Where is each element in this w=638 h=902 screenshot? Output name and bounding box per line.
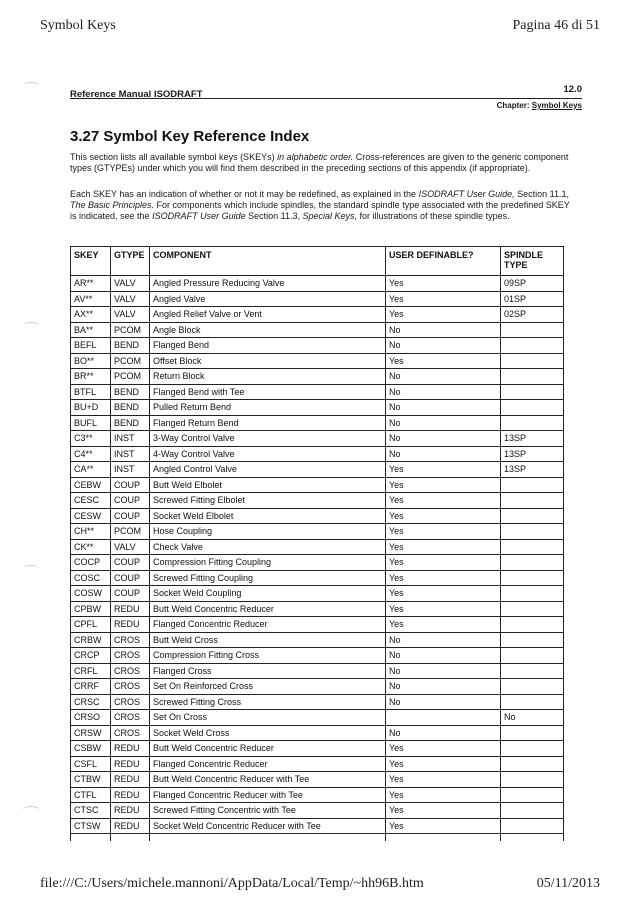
cell-component: Butt Weld Concentric Reducer: [150, 741, 386, 757]
cell-skey: BEFL: [71, 338, 111, 354]
cell-component: Screwed Fitting Elbolet: [150, 493, 386, 509]
manual-title: Reference Manual ISODRAFT: [70, 89, 203, 100]
cell-skey: BU+D: [71, 400, 111, 416]
cell-spindle-type: [501, 415, 564, 431]
cell-spindle-type: [501, 818, 564, 834]
cell-component: Compression Fitting Coupling: [150, 555, 386, 571]
empty-cell: [150, 834, 386, 842]
empty-cell: [501, 834, 564, 842]
cell-skey: CRCP: [71, 648, 111, 664]
cell-user-definable: Yes: [386, 741, 501, 757]
intro-paragraph-2: Each SKEY has an indication of whether or not it may be redefined, as explained in the ISODRAFT User Guide, Section 11.1, The Basic Principles. For components which include spindles, the standard spindle type associated with the predefined SKEY is indicated, see the ISODRAFT User Guide Section 11.3, Special Keys, for illustrations of these spindle types.: [70, 189, 570, 221]
cell-user-definable: No: [386, 694, 501, 710]
cell-gtype: REDU: [111, 787, 150, 803]
cell-spindle-type: [501, 369, 564, 385]
cell-spindle-type: [501, 772, 564, 788]
cell-component: Angle Block: [150, 322, 386, 338]
cell-spindle-type: [501, 601, 564, 617]
cell-user-definable: No: [386, 679, 501, 695]
table-row: [71, 291, 564, 307]
cell-user-definable: Yes: [386, 291, 501, 307]
cell-gtype: REDU: [111, 818, 150, 834]
cell-user-definable: Yes: [386, 477, 501, 493]
empty-cell: [111, 834, 150, 842]
cell-gtype: REDU: [111, 601, 150, 617]
cell-spindle-type: [501, 338, 564, 354]
cell-gtype: VALV: [111, 276, 150, 292]
cell-component: Socket Weld Elbolet: [150, 508, 386, 524]
cell-component: Pulled Return Bend: [150, 400, 386, 416]
cell-component: Return Block: [150, 369, 386, 385]
cell-spindle-type: [501, 694, 564, 710]
empty-cell: [71, 834, 111, 842]
cell-user-definable: Yes: [386, 803, 501, 819]
cell-spindle-type: [501, 524, 564, 540]
table-row: [71, 787, 564, 803]
chapter-indicator: [497, 101, 582, 110]
browser-print-footer: [40, 876, 600, 892]
cell-skey: CTBW: [71, 772, 111, 788]
cell-component: Angled Pressure Reducing Valve: [150, 276, 386, 292]
cell-user-definable: Yes: [386, 601, 501, 617]
print-page-number: Pagina 46 di 51: [512, 18, 600, 33]
cell-user-definable: Yes: [386, 462, 501, 478]
cell-skey: CRRF: [71, 679, 111, 695]
cell-spindle-type: [501, 679, 564, 695]
cell-user-definable: No: [386, 322, 501, 338]
cell-spindle-type: [501, 322, 564, 338]
header-spindle-type: SPINDLE TYPE: [501, 247, 564, 276]
cell-gtype: VALV: [111, 307, 150, 323]
cell-user-definable: Yes: [386, 570, 501, 586]
cell-spindle-type: [501, 725, 564, 741]
cell-skey: CRFL: [71, 663, 111, 679]
header-component: COMPONENT: [150, 247, 386, 276]
cell-user-definable: No: [386, 338, 501, 354]
cell-spindle-type: [501, 803, 564, 819]
cell-skey: COCP: [71, 555, 111, 571]
table-row: [71, 586, 564, 602]
cell-component: Socket Weld Cross: [150, 725, 386, 741]
cell-component: Socket Weld Concentric Reducer with Tee: [150, 818, 386, 834]
cell-component: Flanged Cross: [150, 663, 386, 679]
table-row: [71, 617, 564, 633]
cell-skey: BTFL: [71, 384, 111, 400]
table-row: [71, 369, 564, 385]
cell-user-definable: No: [386, 400, 501, 416]
cell-component: Flanged Bend with Tee: [150, 384, 386, 400]
intro-paragraph-1: This section lists all available symbol keys (SKEYs) in alphabetic order. Cross-references are given to the generic component types (GTYPEs) under which you will find them described in the preceding sections of this appendix (if appropriate).: [70, 152, 569, 173]
cell-user-definable: No: [386, 663, 501, 679]
table-row: [71, 477, 564, 493]
table-row: [71, 353, 564, 369]
table-row: [71, 772, 564, 788]
chapter-link[interactable]: Symbol Keys: [531, 101, 582, 110]
empty-cell: [386, 834, 501, 842]
cell-gtype: INST: [111, 462, 150, 478]
cell-user-definable: Yes: [386, 787, 501, 803]
table-row: [71, 648, 564, 664]
cell-skey: CSBW: [71, 741, 111, 757]
cell-gtype: PCOM: [111, 524, 150, 540]
cell-skey: CA**: [71, 462, 111, 478]
cell-gtype: COUP: [111, 477, 150, 493]
cell-skey: CRSC: [71, 694, 111, 710]
cell-spindle-type: [501, 648, 564, 664]
cell-user-definable: Yes: [386, 617, 501, 633]
cell-user-definable: No: [386, 446, 501, 462]
cell-component: Flanged Concentric Reducer: [150, 756, 386, 772]
cell-gtype: REDU: [111, 803, 150, 819]
table-row: [71, 322, 564, 338]
cell-component: Check Valve: [150, 539, 386, 555]
cell-user-definable: No: [386, 725, 501, 741]
cell-gtype: REDU: [111, 741, 150, 757]
cell-user-definable: Yes: [386, 772, 501, 788]
punch-hole-mark: [22, 322, 40, 332]
punch-hole-mark: [22, 82, 40, 92]
cell-component: Butt Weld Concentric Reducer: [150, 601, 386, 617]
document-header: [70, 84, 582, 110]
table-row: [71, 694, 564, 710]
cell-gtype: COUP: [111, 493, 150, 509]
cell-user-definable: No: [386, 415, 501, 431]
cell-spindle-type: [501, 400, 564, 416]
cell-component: Angled Relief Valve or Vent: [150, 307, 386, 323]
cell-spindle-type: [501, 663, 564, 679]
table-row: [71, 741, 564, 757]
table-row: [71, 803, 564, 819]
cell-skey: CK**: [71, 539, 111, 555]
table-row: [71, 400, 564, 416]
cell-component: Butt Weld Cross: [150, 632, 386, 648]
cell-gtype: COUP: [111, 555, 150, 571]
cell-gtype: COUP: [111, 508, 150, 524]
table-row-continuation: [71, 834, 564, 842]
cell-user-definable: Yes: [386, 555, 501, 571]
table-row: [71, 493, 564, 509]
table-row: [71, 710, 564, 726]
cell-skey: BO**: [71, 353, 111, 369]
cell-user-definable: No: [386, 384, 501, 400]
cell-user-definable: Yes: [386, 524, 501, 540]
cell-component: Offset Block: [150, 353, 386, 369]
cell-component: Compression Fitting Cross: [150, 648, 386, 664]
table-row: [71, 725, 564, 741]
cell-gtype: VALV: [111, 539, 150, 555]
cell-spindle-type: [501, 617, 564, 633]
table-row: [71, 415, 564, 431]
cell-component: Hose Coupling: [150, 524, 386, 540]
cell-spindle-type: [501, 741, 564, 757]
header-user-definable: USER DEFINABLE?: [386, 247, 501, 276]
cell-spindle-type: 13SP: [501, 446, 564, 462]
cell-gtype: CROS: [111, 648, 150, 664]
cell-spindle-type: [501, 586, 564, 602]
cell-user-definable: No: [386, 369, 501, 385]
cell-spindle-type: 09SP: [501, 276, 564, 292]
cell-spindle-type: [501, 353, 564, 369]
cell-gtype: CROS: [111, 710, 150, 726]
manual-version: 12.0: [563, 84, 582, 95]
punch-hole-mark: [22, 806, 40, 816]
cell-user-definable: Yes: [386, 307, 501, 323]
cell-gtype: BEND: [111, 338, 150, 354]
cell-spindle-type: [501, 632, 564, 648]
cell-gtype: BEND: [111, 400, 150, 416]
cell-user-definable: Yes: [386, 276, 501, 292]
cell-gtype: BEND: [111, 384, 150, 400]
cell-skey: COSC: [71, 570, 111, 586]
cell-component: Socket Weld Coupling: [150, 586, 386, 602]
cell-spindle-type: 02SP: [501, 307, 564, 323]
chapter-label: Chapter:: [496, 101, 532, 110]
cell-component: 4-Way Control Valve: [150, 446, 386, 462]
cell-skey: CSFL: [71, 756, 111, 772]
cell-skey: BR**: [71, 369, 111, 385]
cell-gtype: REDU: [111, 756, 150, 772]
cell-skey: BUFL: [71, 415, 111, 431]
table-row: [71, 276, 564, 292]
cell-skey: CESW: [71, 508, 111, 524]
cell-spindle-type: 13SP: [501, 431, 564, 447]
cell-component: Angled Control Valve: [150, 462, 386, 478]
cell-gtype: CROS: [111, 632, 150, 648]
cell-component: Flanged Bend: [150, 338, 386, 354]
table-row: [71, 431, 564, 447]
cell-skey: BA**: [71, 322, 111, 338]
symbol-key-table: [70, 246, 564, 841]
print-page-title: Symbol Keys: [40, 18, 116, 33]
cell-gtype: CROS: [111, 694, 150, 710]
cell-gtype: CROS: [111, 679, 150, 695]
cell-gtype: CROS: [111, 663, 150, 679]
cell-spindle-type: [501, 756, 564, 772]
table-row: [71, 679, 564, 695]
table-row: [71, 756, 564, 772]
cell-skey: CTFL: [71, 787, 111, 803]
cell-component: Flanged Return Bend: [150, 415, 386, 431]
cell-user-definable: Yes: [386, 493, 501, 509]
cell-spindle-type: [501, 539, 564, 555]
cell-skey: CPBW: [71, 601, 111, 617]
cell-skey: AR**: [71, 276, 111, 292]
table-row: [71, 663, 564, 679]
cell-skey: CRBW: [71, 632, 111, 648]
print-file-path: file:///C:/Users/michele.mannoni/AppData/Local/Temp/~hh96B.htm: [40, 876, 424, 891]
punch-hole-mark: [22, 565, 40, 575]
table-row: [71, 555, 564, 571]
cell-component: Screwed Fitting Cross: [150, 694, 386, 710]
cell-component: Butt Weld Concentric Reducer with Tee: [150, 772, 386, 788]
cell-skey: AX**: [71, 307, 111, 323]
cell-spindle-type: [501, 477, 564, 493]
cell-component: Angled Valve: [150, 291, 386, 307]
cell-user-definable: No: [386, 632, 501, 648]
header-gtype: GTYPE: [111, 247, 150, 276]
table-row: [71, 307, 564, 323]
browser-print-header: [40, 18, 600, 34]
table-row: [71, 446, 564, 462]
cell-gtype: BEND: [111, 415, 150, 431]
cell-gtype: COUP: [111, 586, 150, 602]
table-row: [71, 508, 564, 524]
cell-skey: CRSO: [71, 710, 111, 726]
cell-component: Butt Weld Elbolet: [150, 477, 386, 493]
cell-skey: C3**: [71, 431, 111, 447]
cell-skey: CH**: [71, 524, 111, 540]
table-row: [71, 338, 564, 354]
cell-user-definable: [386, 710, 501, 726]
table-row: [71, 524, 564, 540]
cell-component: 3-Way Control Valve: [150, 431, 386, 447]
cell-skey: COSW: [71, 586, 111, 602]
cell-user-definable: Yes: [386, 586, 501, 602]
table-row: [71, 462, 564, 478]
cell-skey: CTSC: [71, 803, 111, 819]
cell-gtype: INST: [111, 446, 150, 462]
cell-skey: CRSW: [71, 725, 111, 741]
cell-user-definable: Yes: [386, 818, 501, 834]
cell-spindle-type: [501, 493, 564, 509]
table-row: [71, 570, 564, 586]
table-row: [71, 384, 564, 400]
cell-gtype: INST: [111, 431, 150, 447]
cell-component: Screwed Fitting Coupling: [150, 570, 386, 586]
cell-component: Flanged Concentric Reducer: [150, 617, 386, 633]
cell-gtype: COUP: [111, 570, 150, 586]
cell-skey: CTSW: [71, 818, 111, 834]
cell-skey: CPFL: [71, 617, 111, 633]
section-title: 3.27 Symbol Key Reference Index: [70, 128, 310, 145]
cell-component: Set On Reinforced Cross: [150, 679, 386, 695]
cell-spindle-type: [501, 570, 564, 586]
cell-component: Flanged Concentric Reducer with Tee: [150, 787, 386, 803]
table-row: [71, 601, 564, 617]
cell-spindle-type: 13SP: [501, 462, 564, 478]
header-divider: [70, 98, 582, 99]
cell-skey: C4**: [71, 446, 111, 462]
cell-spindle-type: [501, 555, 564, 571]
cell-spindle-type: [501, 787, 564, 803]
cell-gtype: PCOM: [111, 369, 150, 385]
cell-user-definable: No: [386, 431, 501, 447]
cell-user-definable: No: [386, 648, 501, 664]
cell-user-definable: Yes: [386, 756, 501, 772]
cell-component: Screwed Fitting Concentric with Tee: [150, 803, 386, 819]
cell-gtype: PCOM: [111, 353, 150, 369]
cell-gtype: REDU: [111, 617, 150, 633]
cell-user-definable: Yes: [386, 539, 501, 555]
table-row: [71, 818, 564, 834]
table-row: [71, 539, 564, 555]
cell-gtype: VALV: [111, 291, 150, 307]
cell-spindle-type: No: [501, 710, 564, 726]
table-header-row: [71, 247, 564, 276]
cell-component: Set On Cross: [150, 710, 386, 726]
cell-skey: CEBW: [71, 477, 111, 493]
table-row: [71, 632, 564, 648]
cell-gtype: REDU: [111, 772, 150, 788]
header-skey: SKEY: [71, 247, 111, 276]
cell-skey: CESC: [71, 493, 111, 509]
cell-spindle-type: [501, 384, 564, 400]
print-date: 05/11/2013: [536, 876, 600, 891]
cell-gtype: PCOM: [111, 322, 150, 338]
cell-user-definable: Yes: [386, 353, 501, 369]
cell-user-definable: Yes: [386, 508, 501, 524]
cell-skey: AV**: [71, 291, 111, 307]
cell-gtype: CROS: [111, 725, 150, 741]
cell-spindle-type: 01SP: [501, 291, 564, 307]
cell-spindle-type: [501, 508, 564, 524]
